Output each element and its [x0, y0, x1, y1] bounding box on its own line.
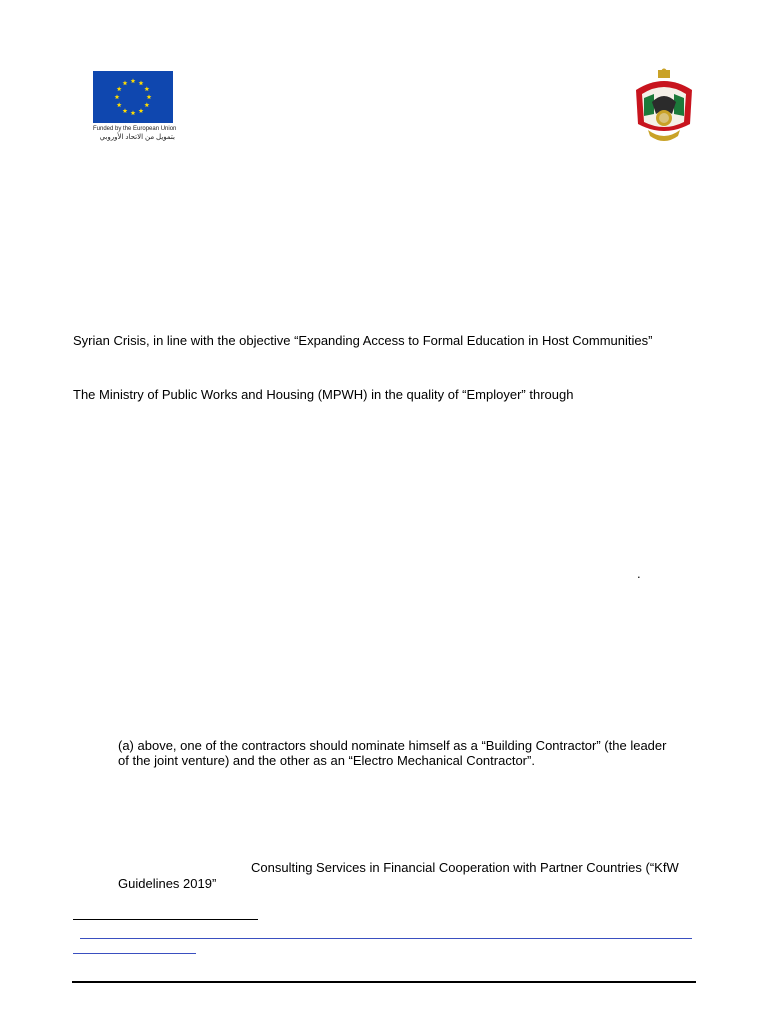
para-b-line-2: Guidelines 2019” — [118, 876, 217, 891]
eu-star-icon — [144, 86, 149, 91]
footnote-link-underline-1[interactable] — [80, 938, 692, 939]
stray-period: . — [637, 566, 641, 581]
eu-star-icon — [115, 94, 120, 99]
body-line-ministry: The Ministry of Public Works and Housing (MPWH) in the quality of “Employer” through — [73, 387, 574, 402]
eu-star-icon — [144, 102, 149, 107]
eu-star-icon — [131, 110, 136, 115]
eu-star-icon — [117, 102, 122, 107]
footer-rule — [72, 981, 696, 983]
footnote-link-underline-2[interactable] — [73, 953, 196, 954]
para-a-line-1: (a) above, one of the contractors should nominate himself as a “Building Contractor” (the leader — [118, 738, 667, 753]
para-b-line-1: Consulting Services in Financial Cooperation with Partner Countries (“KfW — [251, 860, 679, 875]
eu-star-icon — [131, 78, 136, 83]
eu-star-icon — [123, 108, 128, 113]
jordan-coat-of-arms-icon — [630, 68, 698, 146]
eu-flag-logo — [93, 71, 173, 123]
body-line-syrian-crisis: Syrian Crisis, in line with the objective “Expanding Access to Formal Education in Host Communities” — [73, 333, 653, 348]
eu-stars-icon — [93, 71, 173, 123]
eu-caption-en: Funded by the European Union — [93, 126, 177, 132]
eu-caption-ar: بتمويل من الاتحاد الأوروبي — [99, 134, 175, 141]
eu-star-icon — [139, 81, 144, 86]
footnote-separator — [73, 919, 258, 920]
eu-star-icon — [123, 81, 128, 86]
para-a-line-2: of the joint venture) and the other as an “Electro Mechanical Contractor”. — [118, 753, 535, 768]
eu-star-icon — [117, 86, 122, 91]
eu-star-icon — [139, 108, 144, 113]
eu-star-icon — [147, 94, 152, 99]
